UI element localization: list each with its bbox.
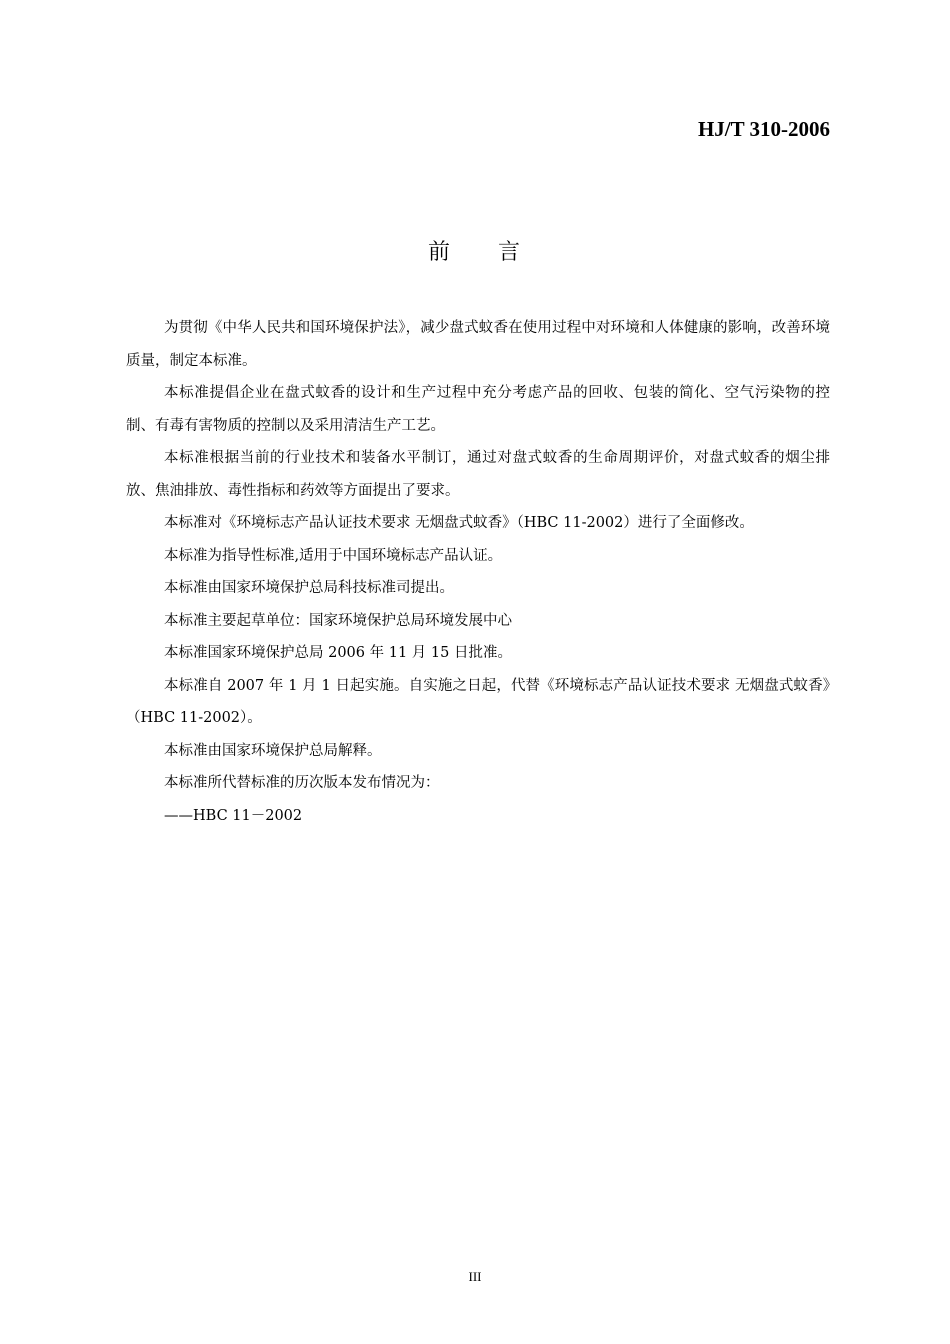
previous-version-item: ——HBC 11－2002	[164, 807, 303, 824]
paragraph: 本标准由国家环境保护总局科技标准司提出。	[164, 580, 454, 596]
standard-code: HJ/T 310-2006	[697, 117, 830, 141]
paragraph: 本标准为指导性标准,适用于中国环境标志产品认证。	[164, 547, 503, 564]
title-part-1: 前	[427, 240, 452, 265]
paragraph: 本标准自 2007 年 1 月 1 日起实施。自实施之日起，代替《环境标志产品认证技术要求 无烟盘式蚊香》（HBC 11-2002）。	[126, 677, 830, 726]
paragraph: 本标准所代替标准的历次版本发布情况为：	[164, 775, 440, 791]
paragraph: 本标准由国家环境保护总局解释。	[164, 742, 382, 759]
paragraph: 本标准提倡企业在盘式蚊香的设计和生产过程中充分考虑产品的回收、包装的简化、空气污染物的控制、有毒有害物质的控制以及采用清洁生产工艺。	[126, 385, 830, 434]
title-part-2: 言	[498, 240, 523, 265]
paragraph: 本标准主要起草单位：国家环境保护总局环境发展中心	[164, 612, 512, 629]
page-number: III	[468, 1269, 482, 1284]
paragraph: 本标准对《环境标志产品认证技术要求 无烟盘式蚊香》（HBC 11-2002）进行了全面修改。	[164, 515, 754, 531]
page-title	[0, 238, 950, 268]
paragraph: 本标准国家环境保护总局 2006 年 11 月 15 日批准。	[164, 645, 512, 661]
paragraph: 本标准根据当前的行业技术和装备水平制订，通过对盘式蚊香的生命周期评价，对盘式蚊香的烟尘排放、焦油排放、毒性指标和药效等方面提出了要求。	[126, 450, 830, 499]
preface-body	[126, 312, 830, 832]
paragraph: 为贯彻《中华人民共和国环境保护法》，减少盘式蚊香在使用过程中对环境和人体健康的影响，改善环境质量，制定本标准。	[126, 320, 830, 369]
